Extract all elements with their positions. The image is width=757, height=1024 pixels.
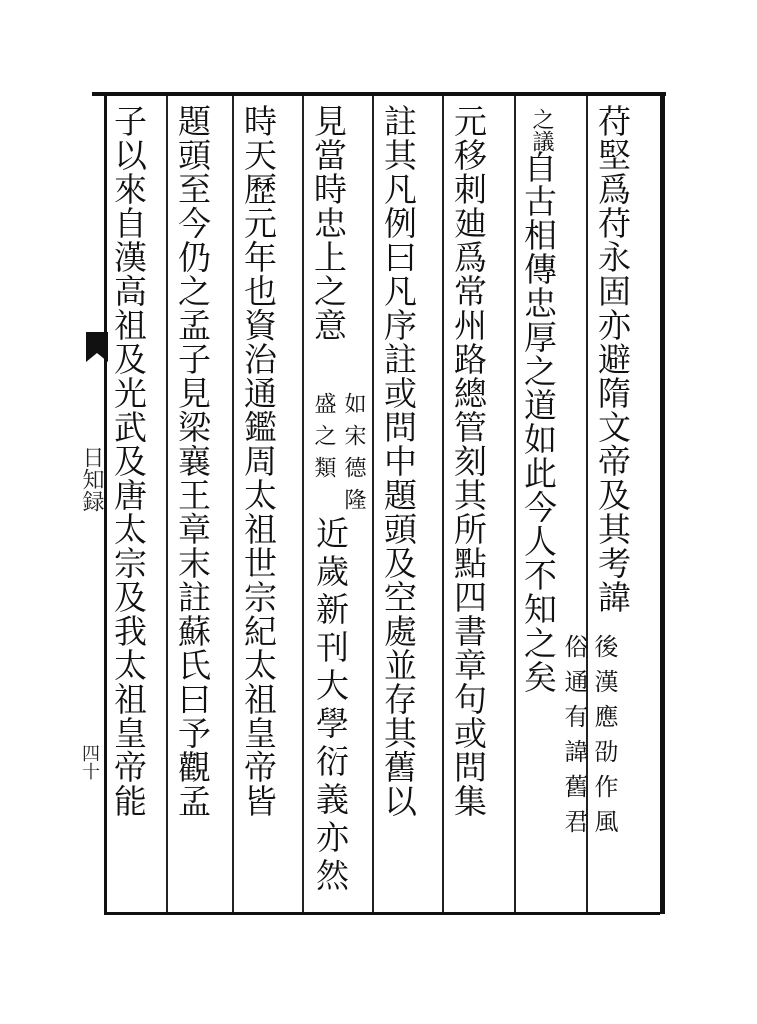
frame-left-border <box>104 92 107 914</box>
text-column-6 <box>239 104 278 818</box>
annotation-block-5a <box>342 392 364 520</box>
text-column-5 <box>309 104 348 342</box>
column-text: 苻堅爲苻永固亦避隋文帝及其考諱 <box>593 104 632 614</box>
annotation-block-1 <box>592 634 616 844</box>
text-column-2 <box>519 150 558 694</box>
text-column-8 <box>109 104 148 818</box>
frame-top-border <box>92 92 666 96</box>
frame-right-border <box>660 92 665 914</box>
column-rule <box>514 96 516 912</box>
column-text: 題頭至今仍之孟子見梁襄王章末註蘇氏曰予觀孟 <box>173 104 212 818</box>
column-text: 時天歷元年也資治通鑑周太祖世宗紀太祖皇帝皆 <box>239 104 278 818</box>
book-title-margin <box>80 446 102 512</box>
column-rule <box>302 96 304 912</box>
text-column-3 <box>449 104 488 818</box>
column-text: 見當時忠上之意 <box>309 104 348 342</box>
column-text: 自古相傳忠厚之道如此今人不知之矣 <box>519 150 558 694</box>
annotation-line: 如宋德隆 <box>341 392 366 520</box>
annotation-line: 之議 <box>529 108 554 152</box>
annotation-block-1b <box>562 634 586 844</box>
page-number: 四十 <box>79 744 100 780</box>
column-text: 註其凡例曰凡序註或問中題頭及空處並存其舊以 <box>379 104 418 818</box>
annotation-block-2 <box>530 108 552 152</box>
book-title: 日知録 <box>79 446 104 512</box>
column-rule <box>166 96 168 912</box>
column-text: 近歲新刊大學衍義亦然 <box>311 516 350 896</box>
text-column-7 <box>173 104 212 818</box>
annotation-line: 盛之類 <box>311 392 336 488</box>
column-rule <box>232 96 234 912</box>
column-rule <box>372 96 374 912</box>
text-column-4 <box>379 104 418 818</box>
column-text: 元移刺廸爲常州路總管刻其所點四書章句或問集 <box>449 104 488 818</box>
annotation-line: 後漢應劭作風 <box>590 634 618 844</box>
text-column-5-continued <box>311 516 350 896</box>
annotation-line: 俗通有諱舊君 <box>560 634 588 844</box>
frame-bottom-border <box>104 912 660 915</box>
fishtail-marker <box>86 332 108 362</box>
column-rule <box>442 96 444 912</box>
annotation-block-5b <box>312 392 334 488</box>
page-number-margin <box>80 744 98 780</box>
column-text: 子以來自漢高祖及光武及唐太宗及我太祖皇帝能 <box>109 104 148 818</box>
text-column-1 <box>593 104 632 614</box>
